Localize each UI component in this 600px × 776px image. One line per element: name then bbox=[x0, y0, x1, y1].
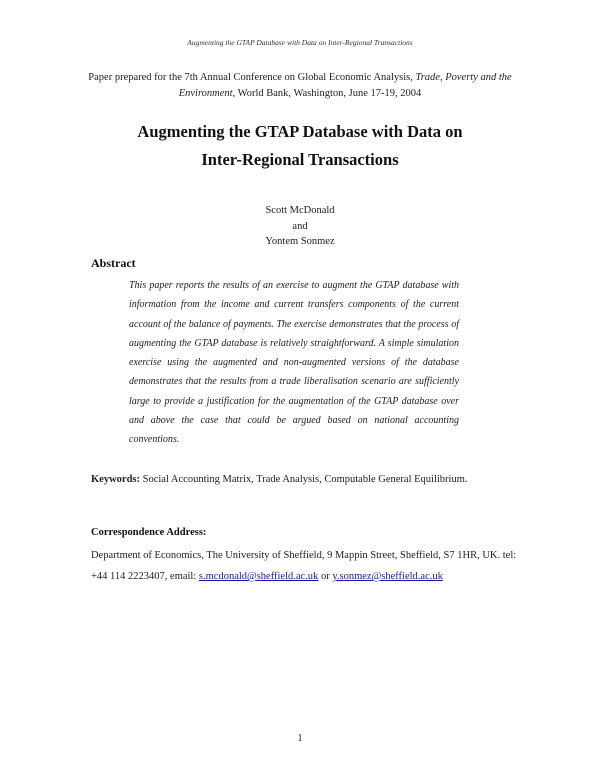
page-number: 1 bbox=[297, 733, 303, 744]
authors bbox=[200, 203, 400, 250]
author-2: Yontem Sonmez bbox=[265, 236, 335, 247]
abstract-body: This paper reports the results of an exercise to augment the GTAP database with information from the income and current transfers components of the current account of the balance of payments. The exercise demonstrates that the process of augmenting the GTAP database is relatively straightforward. A simple simulation exercise using the augmented and non-augmented versions of the database demonstrates that the results from a trade liberalisation scenario are sufficiently large to provide a justification for the augmentation of the GTAP database over and above the case that could be argued based on national accounting conventions. bbox=[129, 280, 459, 446]
author-conjunction: and bbox=[292, 220, 308, 232]
keywords-label: Keywords: bbox=[91, 474, 140, 485]
correspondence-heading: Correspondence Address: bbox=[91, 527, 207, 538]
paper-title-line-2: Inter-Regional Transactions bbox=[201, 150, 399, 169]
email-link-sonmez[interactable]: y.sonmez@sheffield.ac.uk bbox=[332, 571, 443, 582]
correspondence-address bbox=[91, 545, 521, 587]
paper-title bbox=[60, 118, 540, 174]
abstract-heading: Abstract bbox=[91, 256, 136, 270]
author-1: Scott McDonald bbox=[265, 205, 335, 216]
running-header: Augmenting the GTAP Database with Data on Inter-Regional Transactions bbox=[187, 38, 413, 47]
keywords bbox=[91, 474, 531, 485]
email-separator: or bbox=[318, 571, 333, 582]
keywords-text: Social Accounting Matrix, Trade Analysis, Computable General Equilibrium. bbox=[140, 474, 468, 485]
conference-theme: Trade, Poverty and the Environment bbox=[178, 72, 512, 99]
email-link-mcdonald[interactable]: s.mcdonald@sheffield.ac.uk bbox=[198, 571, 319, 582]
conference-note-prefix: Paper prepared for the 7th Annual Conference on Global Economic Analysis, bbox=[88, 72, 416, 83]
conference-note bbox=[80, 70, 520, 102]
correspondence-address-text: Department of Economics, The University of Sheffield, 9 Mappin Street, Sheffield, S7 1HR, UK. tel: +44 114 2223407, email: bbox=[91, 550, 517, 582]
paper-title-line-1: Augmenting the GTAP Database with Data on bbox=[137, 122, 463, 141]
conference-note-suffix: , World Bank, Washington, June 17-19, 2004 bbox=[232, 88, 422, 99]
